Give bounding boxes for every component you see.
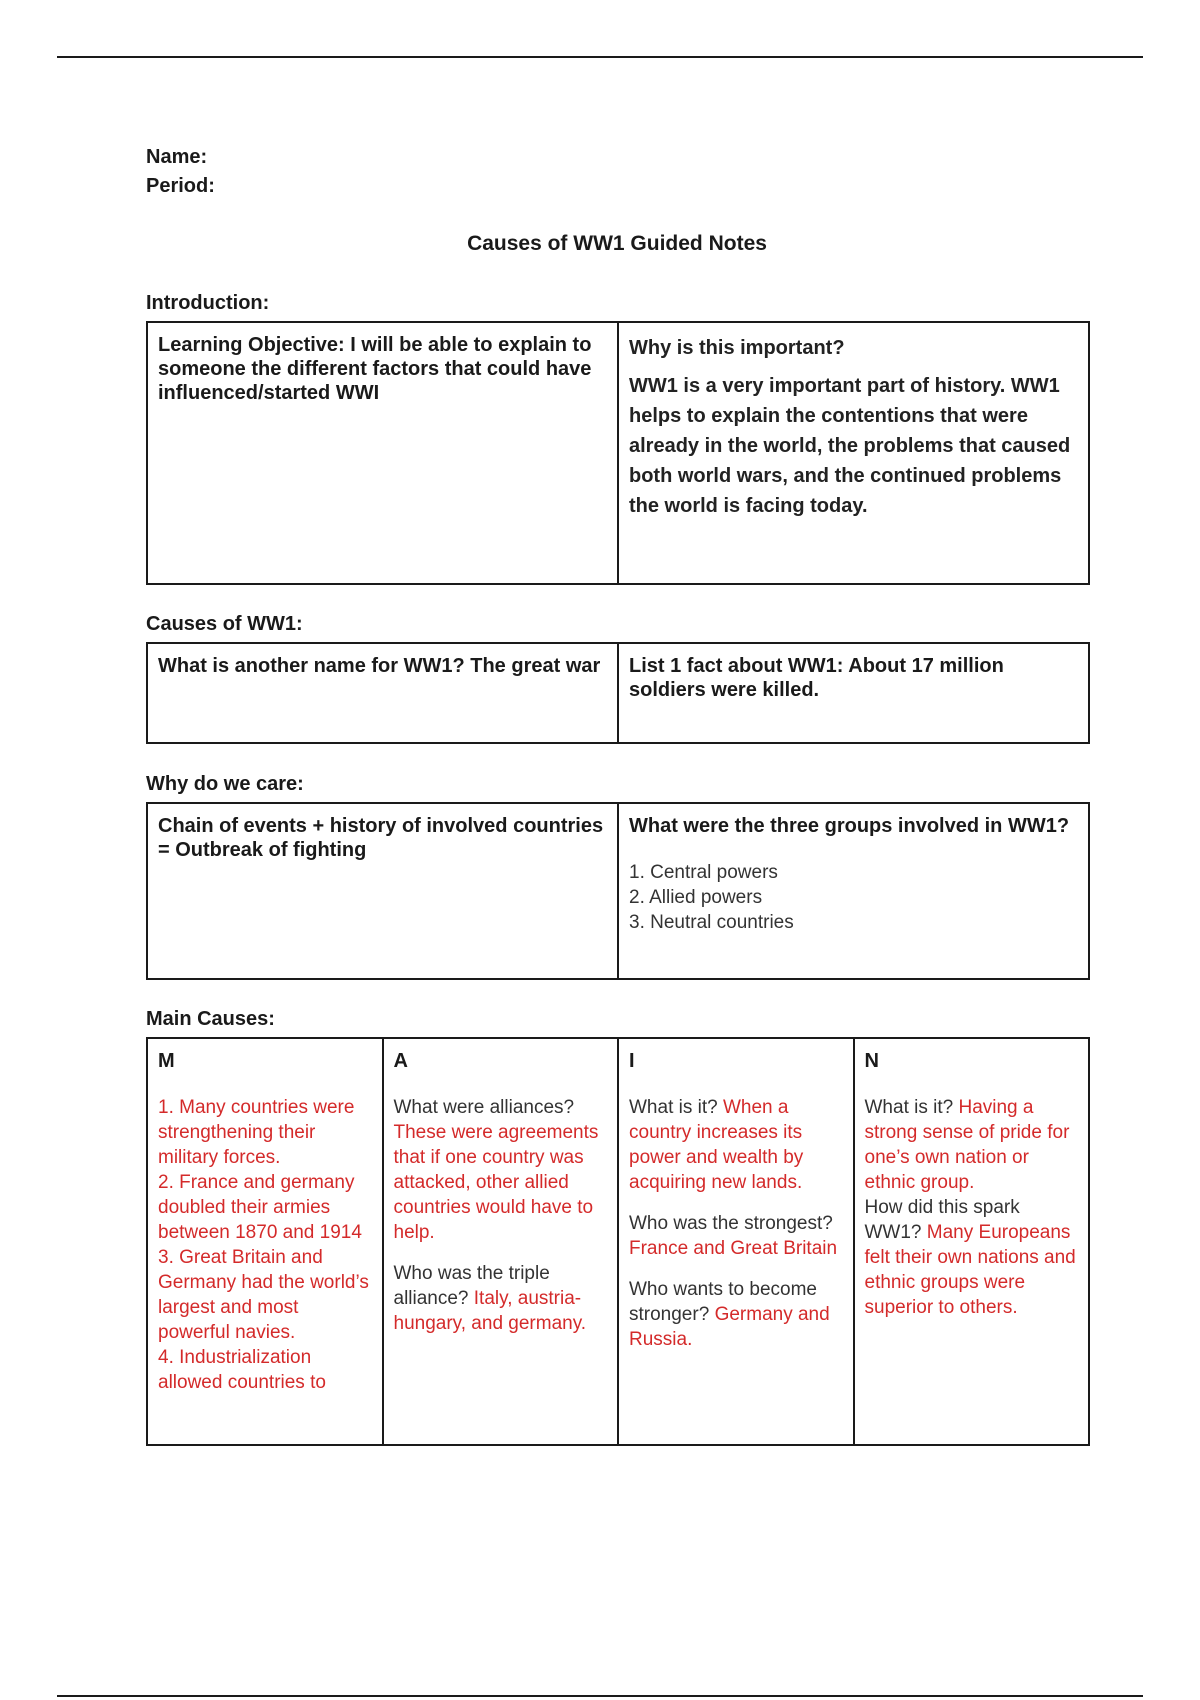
chain-cell — [147, 803, 618, 979]
column-letter-i: I — [629, 1050, 635, 1072]
alliances-cell — [383, 1038, 619, 1445]
period-label: Period: — [146, 175, 215, 197]
militarism-point: 3. Great Britain and Germany had the world’s largest and most powerful navies. — [158, 1247, 369, 1343]
imperialism-answer: When a country increases its power and wealth by acquiring new lands. — [629, 1097, 804, 1193]
main-causes-heading: Main Causes: — [146, 1008, 275, 1030]
other-name-cell — [147, 643, 618, 743]
spark-question: How did this spark WW1? — [864, 1197, 1020, 1243]
why-care-heading: Why do we care: — [146, 773, 304, 795]
group-item: 3. Neutral countries — [629, 912, 794, 933]
triple-alliance-answer: Italy, austria-hungary, and germany. — [393, 1288, 587, 1334]
nationalism-question: What is it? — [864, 1097, 954, 1118]
objective-cell — [147, 322, 618, 584]
why-care-table — [146, 802, 1090, 980]
imperialism-cell — [618, 1038, 854, 1445]
column-letter-m: M — [158, 1050, 175, 1072]
imperialism-question: What is it? — [629, 1097, 718, 1118]
spark-answer: Many Europeans felt their own nations and ethnic groups were superior to others. — [864, 1222, 1076, 1318]
groups-cell — [618, 803, 1089, 979]
groups-question: What were the three groups involved in WW1? — [629, 815, 1070, 837]
stronger-question: Who wants to become stronger? — [629, 1279, 817, 1325]
why-important-answer: WW1 is a very important part of history. WW1 helps to explain the contentions that were already in the world, the problems that caused both world wars, and the continued problems the world is facing today. — [629, 375, 1071, 517]
introduction-table — [146, 321, 1090, 585]
fact-text: List 1 fact about WW1: About 17 million soldiers were killed. — [629, 655, 1004, 701]
column-letter-a: A — [393, 1050, 408, 1072]
alliances-answer: These were agreements that if one country was attacked, other allied countries would have to help. — [393, 1122, 599, 1243]
main-causes-table — [146, 1037, 1090, 1446]
top-rule — [57, 56, 1143, 58]
why-important-question: Why is this important? — [629, 337, 845, 359]
chain-text: Chain of events + history of involved countries = Outbreak of fighting — [158, 815, 604, 861]
nationalism-cell — [854, 1038, 1090, 1445]
strongest-question: Who was the strongest? — [629, 1213, 833, 1234]
militarism-point: 4. Industrialization allowed countries to — [158, 1347, 326, 1393]
alliances-question: What were alliances? — [393, 1097, 575, 1118]
name-label: Name: — [146, 146, 208, 168]
other-name-text: What is another name for WW1? The great war — [158, 655, 601, 677]
introduction-heading: Introduction: — [146, 292, 270, 314]
column-letter-n: N — [864, 1050, 879, 1072]
militarism-point: 2. France and germany doubled their armies between 1870 and 1914 — [158, 1172, 362, 1243]
why-important-cell — [618, 322, 1089, 584]
triple-alliance-question: Who was the triple alliance? — [393, 1263, 550, 1309]
strongest-answer: France and Great Britain — [629, 1238, 838, 1259]
group-item: 1. Central powers — [629, 862, 778, 883]
group-item: 2. Allied powers — [629, 887, 763, 908]
nationalism-answer: Having a strong sense of pride for one’s own nation or ethnic group. — [864, 1097, 1070, 1193]
militarism-point: 1. Many countries were strengthening their military forces. — [158, 1097, 355, 1168]
stronger-answer: Germany and Russia. — [629, 1304, 830, 1350]
militarism-cell — [147, 1038, 383, 1445]
learning-objective: Learning Objective: I will be able to explain to someone the different factors that could have influenced/started WWI — [158, 334, 592, 404]
page-title: Causes of WW1 Guided Notes — [467, 232, 767, 255]
causes-heading: Causes of WW1: — [146, 613, 303, 635]
bottom-rule — [57, 1695, 1143, 1697]
causes-table — [146, 642, 1090, 744]
fact-cell — [618, 643, 1089, 743]
